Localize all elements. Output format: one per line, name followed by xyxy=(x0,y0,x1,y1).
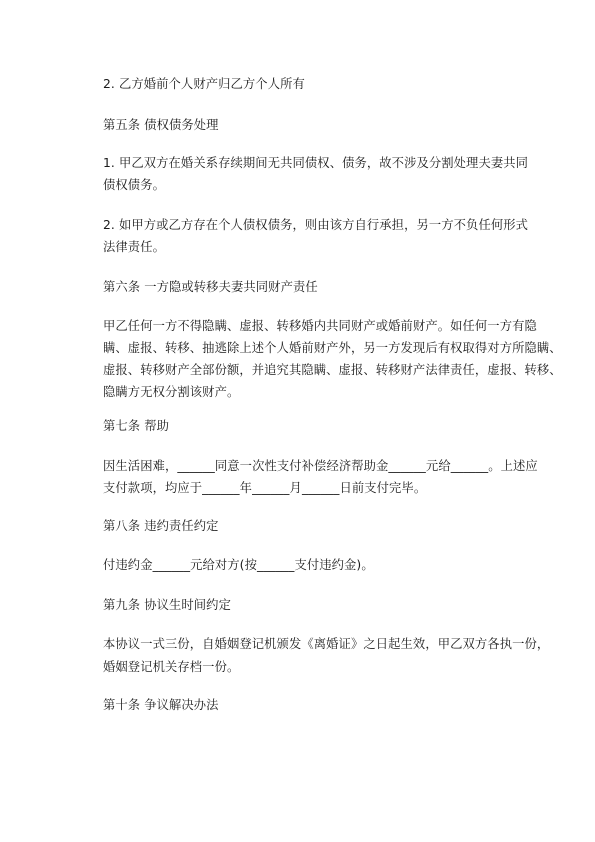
article-6-paragraph-line-2: 瞒、虚报、转移、抽逃除上述个人婚前财产外，另一方发现后有权取得对方所隐瞒、 xyxy=(103,341,562,355)
article-6-heading: 第六条 一方隐或转移夫妻共同财产责任 xyxy=(103,280,318,294)
article-5-item-2-line-2: 法律责任。 xyxy=(103,240,165,254)
article-7-heading: 第七条 帮助 xyxy=(103,419,169,433)
article-9-paragraph-line-1: 本协议一式三份，自婚姻登记机颁发《离婚证》之日起生效，甲乙双方各执一份， xyxy=(103,637,550,651)
article-7-paragraph-line-2: 支付款项，均应于______年______月______日前支付完毕。 xyxy=(103,481,427,495)
clause-item-2-premarital-property: 2. 乙方婚前个人财产归乙方个人所有 xyxy=(103,77,305,91)
article-10-heading: 第十条 争议解决办法 xyxy=(103,698,219,712)
article-8-paragraph: 付违约金______元给对方(按______支付违约金)。 xyxy=(103,558,374,572)
article-6-paragraph-line-1: 甲乙任何一方不得隐瞒、虚报、转移婚内共同财产或婚前财产。如任何一方有隐 xyxy=(103,319,537,333)
article-7-paragraph-line-1: 因生活困难，______同意一次性支付补偿经济帮助金______元给______。上述应 xyxy=(103,459,538,473)
article-9-paragraph-line-2: 婚姻登记机关存档一份。 xyxy=(103,660,240,674)
article-9-heading: 第九条 协议生时间约定 xyxy=(103,598,231,612)
article-5-item-1-line-2: 债权债务。 xyxy=(103,178,165,192)
article-5-heading: 第五条 债权债务处理 xyxy=(103,118,219,132)
article-6-paragraph-line-3: 虚报、转移财产全部份额，并追究其隐瞒、虚报、转移财产法律责任，虚报、转移、 xyxy=(103,363,562,377)
article-6-paragraph-line-4: 隐瞒方无权分割该财产。 xyxy=(103,385,240,399)
article-5-item-2-line-1: 2. 如甲方或乙方存在个人债权债务，则由该方自行承担，另一方不负任何形式 xyxy=(103,218,529,232)
article-8-heading: 第八条 违约责任约定 xyxy=(103,519,219,533)
article-5-item-1-line-1: 1. 甲乙双方在婚关系存续期间无共同债权、债务，故不涉及分割处理夫妻共同 xyxy=(103,156,529,170)
